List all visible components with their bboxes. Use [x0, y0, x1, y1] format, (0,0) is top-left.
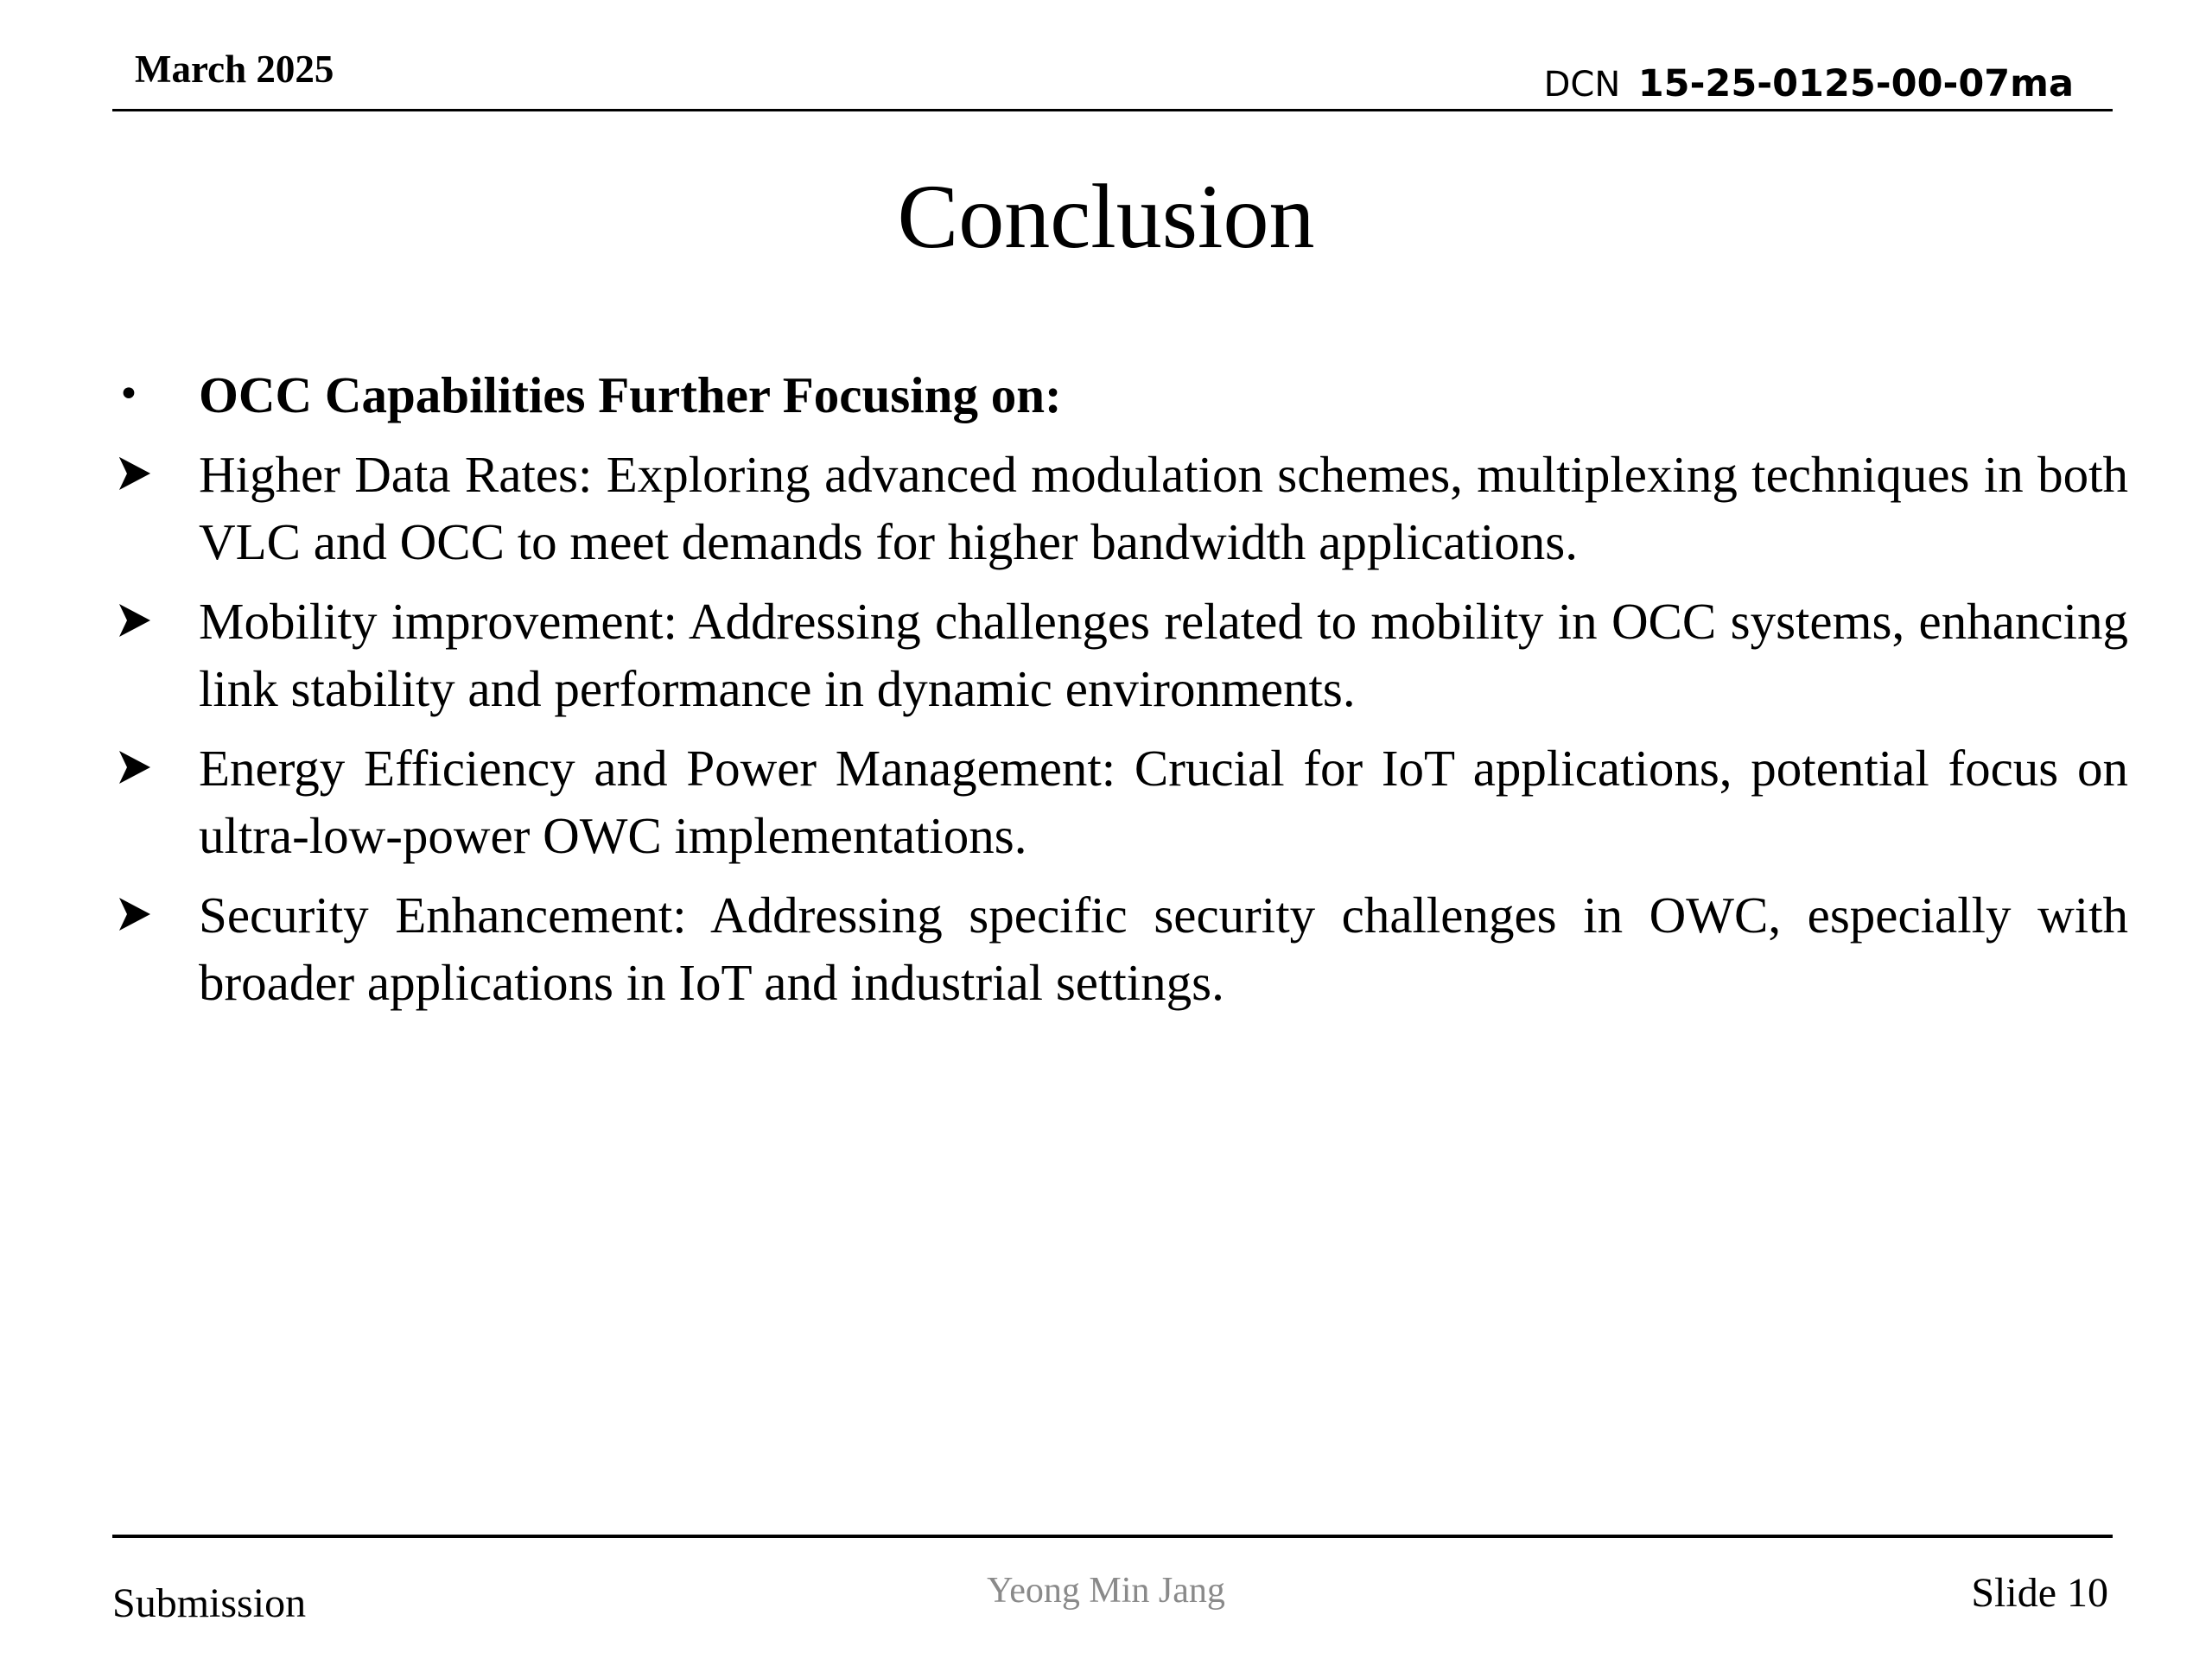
- slide-content: [111, 361, 2128, 1016]
- footer-slide-number: Slide 10: [1971, 1570, 2108, 1616]
- arrowhead-bullet-icon: [111, 734, 199, 786]
- header-divider: [112, 109, 2113, 111]
- footer-submission: Submission: [112, 1580, 307, 1626]
- header-date: March 2025: [135, 48, 334, 91]
- heading-row: [111, 361, 2128, 429]
- arrowhead-bullet-icon: [111, 588, 199, 639]
- bullet-dot-icon: •: [118, 372, 140, 416]
- slide-title: Conclusion: [897, 166, 1315, 267]
- footer-author: Yeong Min Jang: [987, 1571, 1225, 1611]
- footer-divider: [112, 1535, 2113, 1538]
- list-item: [111, 881, 2128, 1016]
- list-item-text: Energy Efficiency and Power Management: Crucial for IoT applications, potential focus on ultra-low-power OWC implementations.: [199, 740, 2128, 864]
- heading-text: OCC Capabilities Further Focusing on:: [199, 366, 1062, 423]
- list-item: [111, 588, 2128, 722]
- list-item: [111, 441, 2128, 575]
- list-item-text: Security Enhancement: Addressing specific security challenges in OWC, especially with broader applications in IoT and industrial settings.: [199, 887, 2128, 1011]
- list-item-text: Mobility improvement: Addressing challenges related to mobility in OCC systems, enhancing link stability and performance in dynamic environments.: [199, 593, 2128, 717]
- header-dcn: [1543, 62, 2074, 105]
- arrowhead-bullet-icon: [111, 441, 199, 493]
- list-item-text: Higher Data Rates: Exploring advanced modulation schemes, multiplexing techniques in both VLC and OCC to meet demands for higher bandwidth applications.: [199, 446, 2128, 570]
- dcn-number: 15-25-0125-00-07ma: [1637, 62, 2074, 105]
- arrowhead-bullet-icon: [111, 881, 199, 933]
- dcn-label: DCN: [1543, 65, 1621, 105]
- list-item: [111, 734, 2128, 869]
